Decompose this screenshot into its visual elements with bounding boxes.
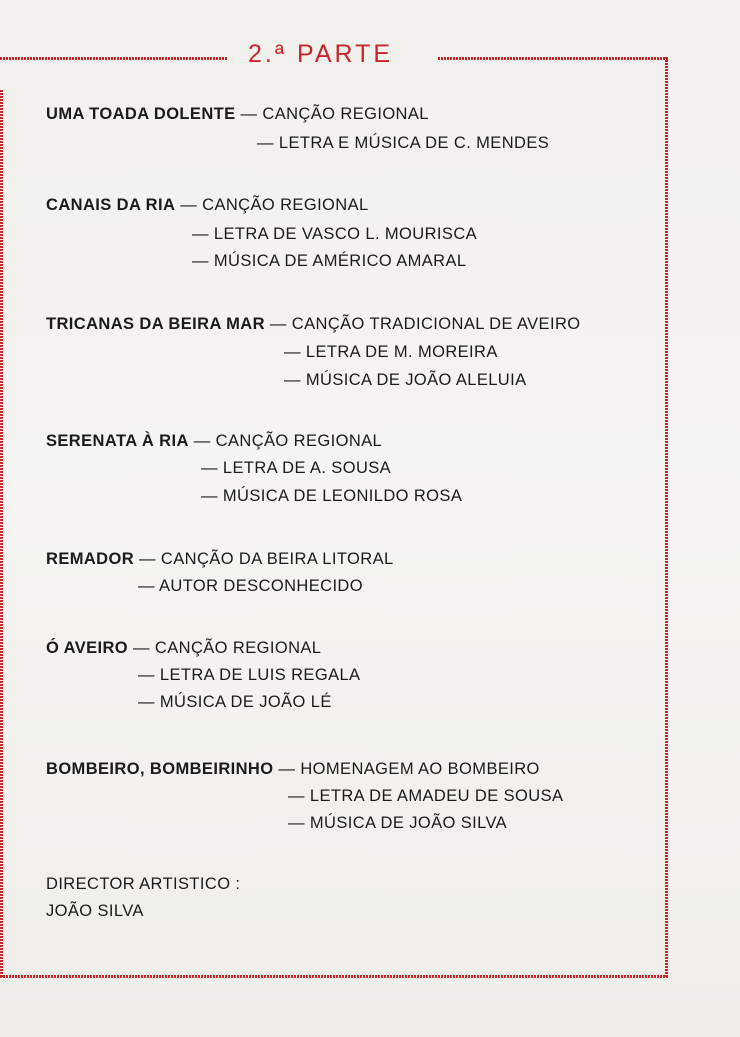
song-detail: — CANÇÃO REGIONAL <box>193 432 383 450</box>
song-title: TRICANAS DA BEIRA MAR <box>46 315 265 333</box>
director-name: JOÃO SILVA <box>46 902 144 920</box>
song-row <box>46 639 321 658</box>
bottom-border <box>0 975 668 978</box>
song-title: Ó AVEIRO <box>46 639 129 657</box>
song-detail: — MÚSICA DE JOÃO ALELUIA <box>284 371 527 389</box>
song-row <box>46 196 369 215</box>
song-detail: — MÚSICA DE JOÃO SILVA <box>288 814 508 832</box>
top-border-right <box>438 57 668 60</box>
song-detail: — CANÇÃO TRADICIONAL DE AVEIRO <box>269 315 581 333</box>
song-detail: — LETRA DE LUIS REGALA <box>138 666 361 684</box>
right-border <box>665 57 668 977</box>
song-detail: — HOMENAGEM AO BOMBEIRO <box>278 760 540 778</box>
song-detail: — CANÇÃO REGIONAL <box>133 639 322 657</box>
top-border-left <box>0 57 228 60</box>
left-border <box>0 90 3 977</box>
song-title: UMA TOADA DOLENTE <box>46 105 236 123</box>
song-detail: — AUTOR DESCONHECIDO <box>138 577 363 595</box>
song-detail: — MÚSICA DE LEONILDO ROSA <box>201 487 463 505</box>
song-detail: — LETRA DE VASCO L. MOURISCA <box>192 225 478 243</box>
director-label: DIRECTOR ARTISTICO : <box>46 875 241 893</box>
song-title: REMADOR <box>46 550 135 568</box>
song-detail: — CANÇÃO DA BEIRA LITORAL <box>139 550 394 568</box>
song-detail: — MÚSICA DE AMÉRICO AMARAL <box>192 252 467 270</box>
song-row <box>46 105 429 124</box>
song-detail: — LETRA DE M. MOREIRA <box>284 343 498 361</box>
song-row <box>46 760 540 779</box>
song-detail: — CANÇÃO REGIONAL <box>240 105 429 123</box>
song-detail: — LETRA E MÚSICA DE C. MENDES <box>257 134 550 152</box>
song-row <box>46 315 581 334</box>
song-title: SERENATA À RIA <box>46 432 189 450</box>
song-title: CANAIS DA RIA <box>46 196 176 214</box>
song-row <box>46 550 394 569</box>
song-detail: — LETRA DE A. SOUSA <box>201 459 392 477</box>
song-title: BOMBEIRO, BOMBEIRINHO <box>46 760 274 778</box>
song-row <box>46 432 382 451</box>
song-detail: — LETRA DE AMADEU DE SOUSA <box>288 787 564 805</box>
page-title: 2.ª PARTE <box>248 40 394 68</box>
song-detail: — CANÇÃO REGIONAL <box>180 196 369 214</box>
song-detail: — MÚSICA DE JOÃO LÉ <box>138 693 332 711</box>
